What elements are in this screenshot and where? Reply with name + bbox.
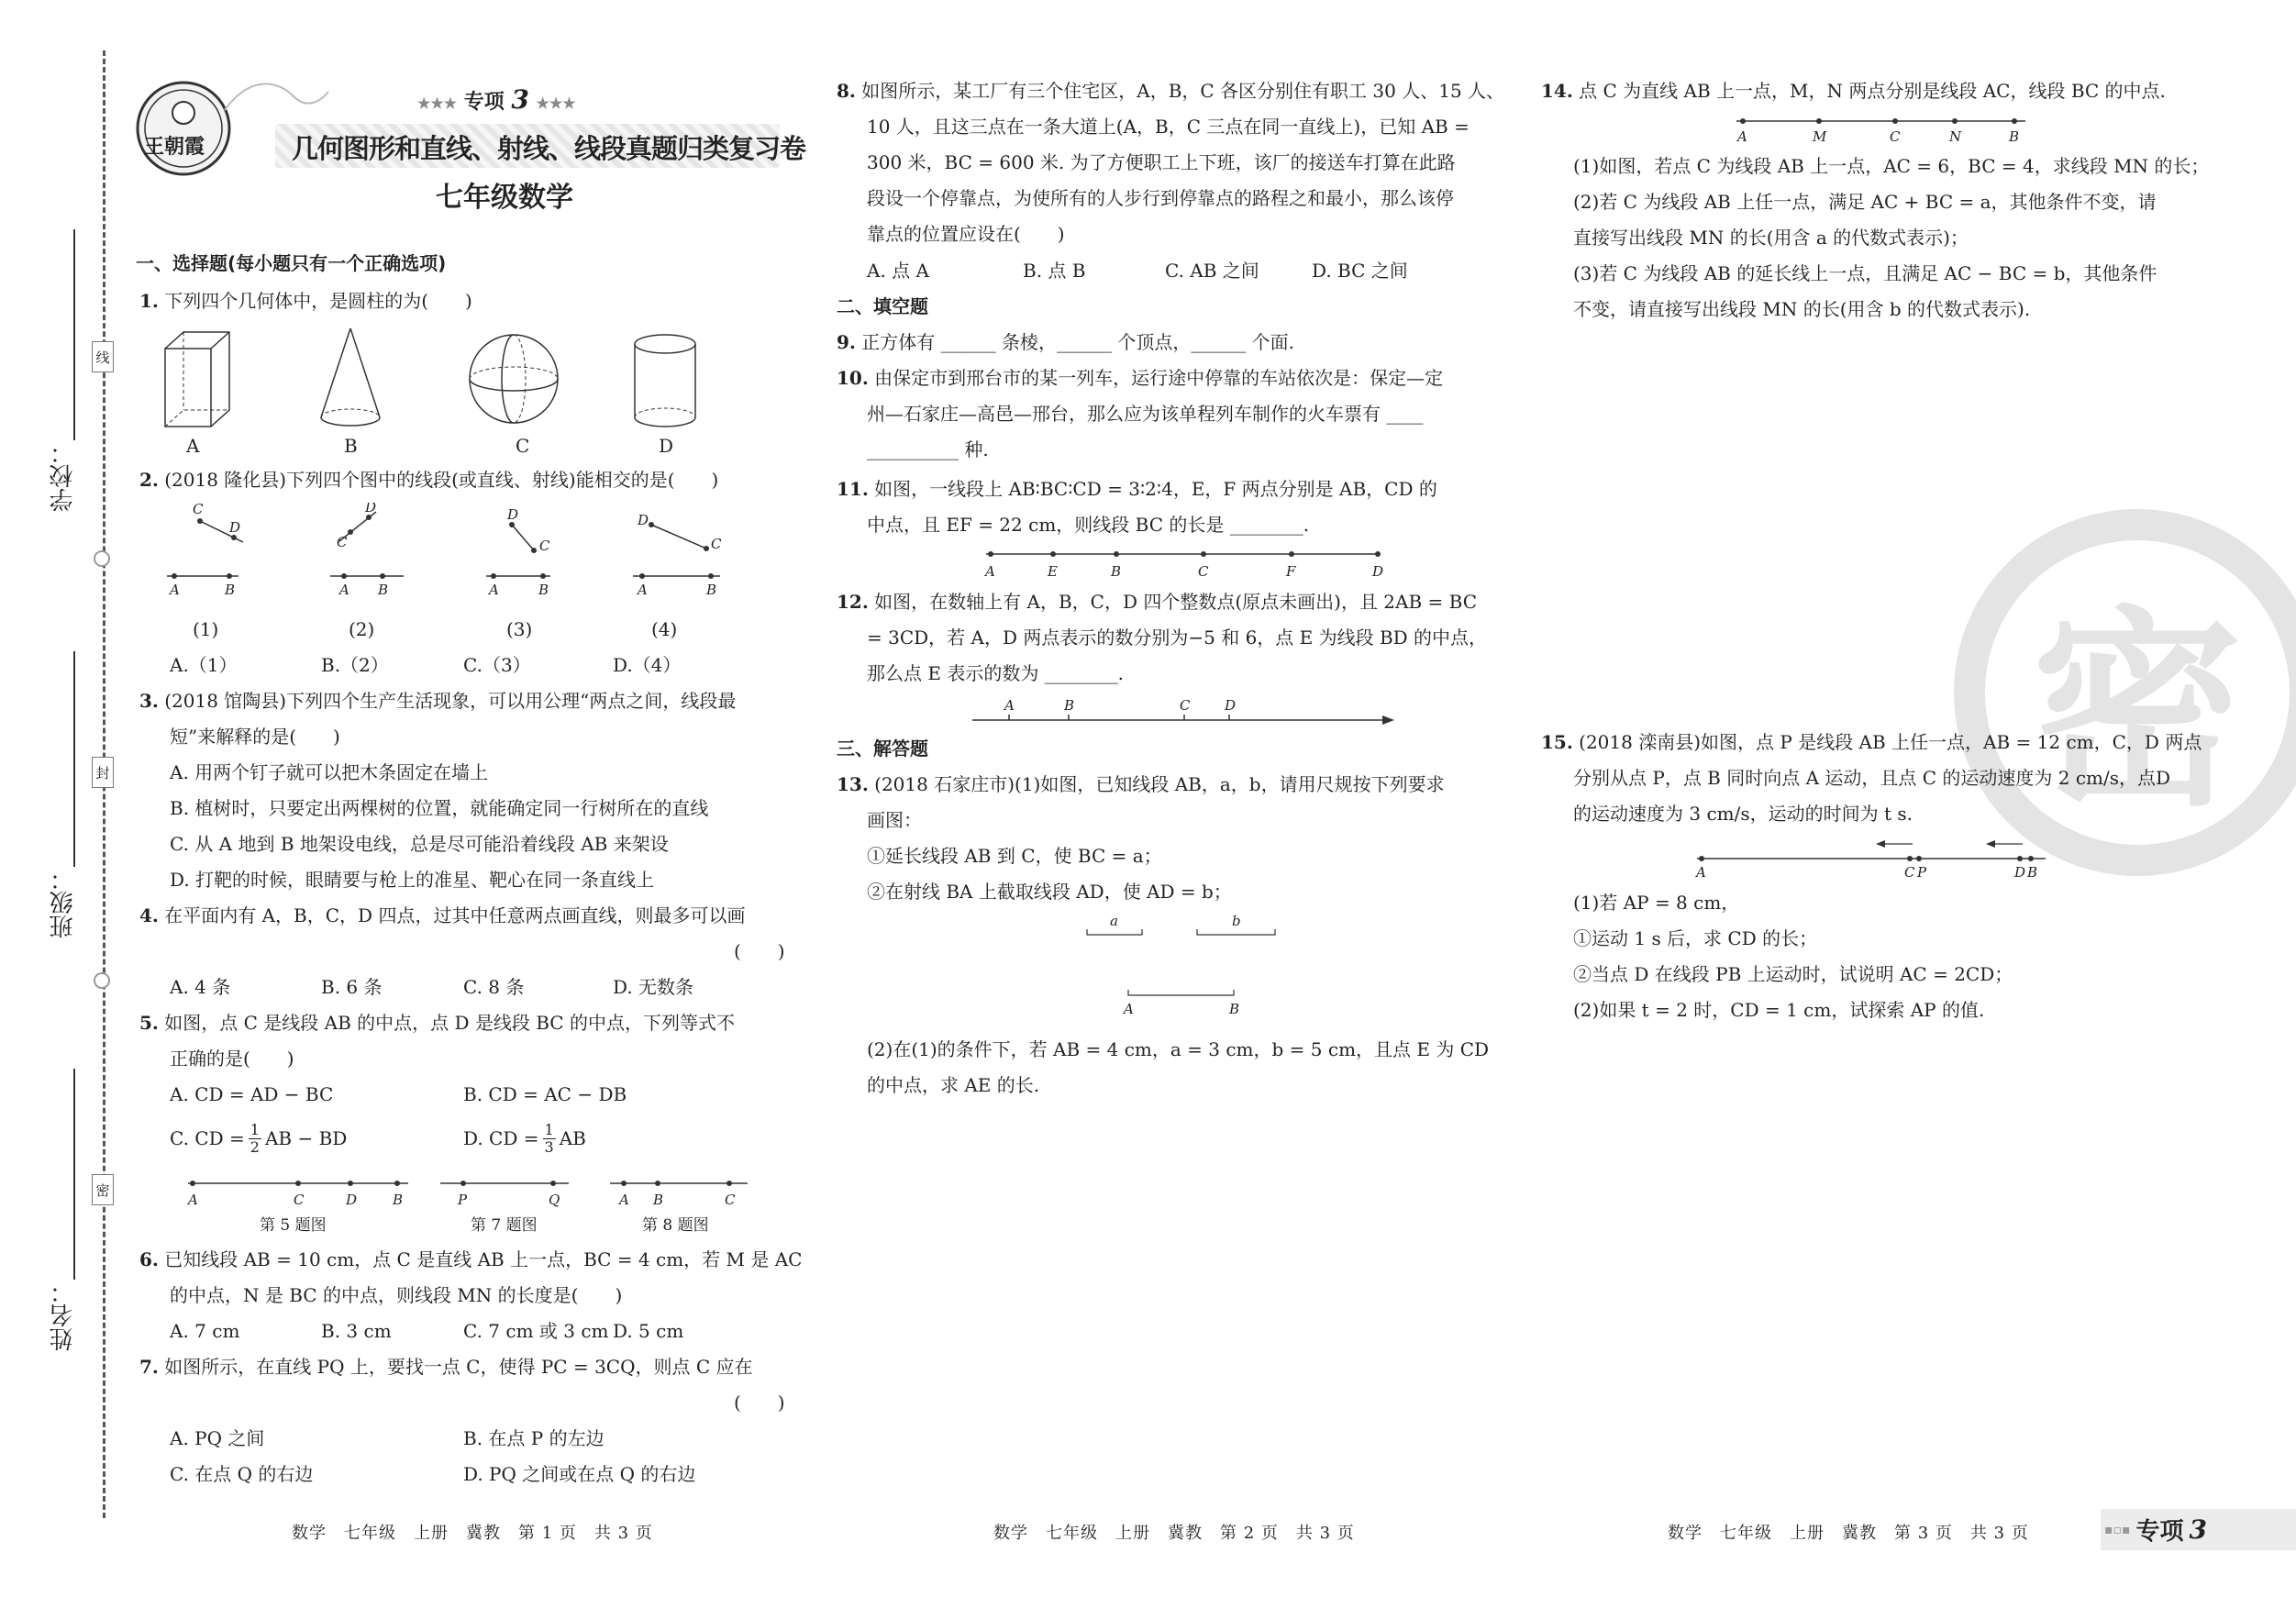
svg-text:D: D [346,1192,358,1208]
svg-text:A: A [170,582,180,598]
q8-option-d[interactable]: D. BC 之间 [1312,260,1408,282]
q15-part1-2: ②当点 D 在线段 PB 上运动时，试说明 AC = 2CD； [1573,963,2013,985]
svg-text:B: B [393,1192,404,1208]
cylinder-figure [635,335,695,427]
q5-option-c[interactable]: C. CD = $\frac{1}{2}$ AB − BD [170,1121,348,1156]
q14-label-b: B [2009,128,2020,145]
svg-text:A: A [489,582,499,598]
q13-text: 13. (2018 石家庄市)(1)如图，已知线段 AB，a，b，请用尺规按下列要求 [837,773,1445,795]
q5-option-b[interactable]: B. CD = AC − DB [463,1083,627,1105]
q8-option-b[interactable]: B. 点 B [1023,260,1086,282]
q14-part1: (1)如图，若点 C 为线段 AB 上一点，AC = 6，BC = 4，求线段 MN 的长； [1573,155,2210,177]
q13-label-A: A [1124,1001,1134,1017]
name-field[interactable] [73,1069,75,1280]
fraction-half: $\frac{1}{2}$ [250,1121,260,1156]
q13-figure [1078,913,1298,1023]
gutter-ornament-1 [94,550,110,567]
q15-part1: (1)若 AP = 8 cm， [1573,892,1740,914]
q14-label-m: M [1813,128,1827,145]
q8-option-c[interactable]: C. AB 之间 [1165,260,1259,282]
q4-option-a[interactable]: A. 4 条 [170,976,231,998]
q8-line-5: 靠点的位置应设在( ) [867,223,1065,245]
gutter-ornament-2 [94,972,110,989]
q11-figure [982,543,1385,584]
q14-figure [1732,110,2035,147]
q1-text: 1. 下列四个几何体中，是圆柱的为( ) [139,290,472,312]
q14-text: 14. 点 C 为直线 AB 上一点，M，N 两点分别是线段 AC，线段 BC 的中点. [1541,80,2166,102]
q4-option-b[interactable]: B. 6 条 [321,976,383,998]
q4-paren: ( ) [734,940,785,962]
corner-tag-label: 专项 [2135,1518,2184,1546]
footer-page-1: 数学 七年级 上册 冀教 第 1 页 共 3 页 [292,1524,653,1543]
q8-line-3: 300 米，BC = 600 米. 为了方便职工上下班，该厂的接送车打算在此路 [867,151,1456,173]
class-label: 班级： [50,867,77,938]
q5-7-8-figures [179,1170,766,1211]
svg-text:B: B [378,582,389,598]
svg-text:C: C [539,538,550,554]
q14-label-c: C [1890,128,1901,145]
svg-text:C: C [711,536,722,552]
section-choice: 一、选择题(每小题只有一个正确选项) [136,252,447,274]
school-field[interactable] [73,229,75,440]
q8-text: 8. 如图所示，某工厂有三个住宅区，A，B，C 各区分别住有职工 30 人、15 人、 [837,80,1505,102]
q7-option-c[interactable]: C. 在点 Q 的右边 [170,1463,314,1485]
q2-option-a[interactable]: A.（1） [170,654,238,676]
q15-text: 15. (2018 滦南县)如图，点 P 是线段 AB 上任一点，AB = 12 cm，C，D 两点 [1541,731,2202,753]
q15-label-p: P [1917,864,1927,879]
q5-option-a[interactable]: A. CD = AD − BC [170,1083,334,1105]
svg-text:C: C [294,1192,305,1208]
q6-option-a[interactable]: A. 7 cm [170,1320,240,1342]
q7-option-b[interactable]: B. 在点 P 的左边 [463,1427,605,1449]
q15-label-c: C [1904,864,1915,879]
footer-page-3: 数学 七年级 上册 冀教 第 3 页 共 3 页 [1668,1524,2029,1543]
q10-text: 10. 由保定市到邢台市的某一列车，运行途中停靠的车站依次是：保定—定 [837,367,1444,389]
q15-line-2: 分别从点 P，点 B 同时向点 A 运动，且点 C 的运动速度为 2 cm/s，点D [1573,767,2171,789]
q15-part1-1: ①运动 1 s 后，求 CD 的长； [1573,927,1818,949]
svg-text:C: C [337,534,348,550]
svg-text:D: D [507,506,519,523]
q14-part2: (2)若 C 为线段 AB 上任一点，满足 AC + BC = a，其他条件不变，请 [1573,191,2157,213]
svg-text:A: A [339,582,349,598]
q4-text: 4. 在平面内有 A，B，C，D 四点，过其中任意两点画直线，则最多可以画 [139,904,746,926]
q10-line-3: __________ 种. [867,438,989,460]
q15-part2: (2)如果 t = 2 时，CD = 1 cm，试探索 AP 的值. [1573,999,1985,1021]
q11-label-d: D [1372,563,1384,580]
q12-label-a: A [1004,697,1015,714]
cuboid-figure [165,332,229,427]
q2-option-d[interactable]: D.（4） [613,654,682,676]
section-fill: 二、填空题 [837,295,928,317]
svg-text:B: B [706,582,717,598]
q13-line-2: 画图： [867,809,922,831]
q8-option-a[interactable]: A. 点 A [867,260,929,282]
q13-line-3: ①延长线段 AB 到 C，使 BC = a； [867,845,1162,867]
svg-text:D: D [638,512,649,528]
gutter-mark-seal2: 密 [92,1174,114,1205]
svg-text:D: D [229,519,241,536]
corner-tag-num: 3 [2189,1514,2207,1545]
q8-line-4: 段设一个停靠点，为使所有的人步行到停靠点的路程之和最小，那么该停 [867,187,1454,209]
topic-line [417,84,576,115]
q15-line-3: 的运动速度为 3 cm/s，运动的时间为 t s. [1573,803,1913,825]
q1-label-d: D [659,435,674,457]
q15-label-b: B [2027,864,2038,879]
q3-option-d[interactable]: D. 打靶的时候，眼睛要与枪上的准星、靶心在同一条直线上 [170,869,655,891]
q2-fig-label-4: (4) [651,618,678,640]
gutter-mark-line: 线 [92,341,114,372]
q14-label-a: A [1737,128,1747,145]
q11-text: 11. 如图，一线段上 AB∶BC∶CD = 3∶2∶4，E，F 两点分别是 AB，CD 的 [837,478,1437,500]
q7-text: 7. 如图所示，在直线 PQ 上，要找一点 C，使得 PC = 3CQ，则点 C 应在 [139,1356,753,1378]
topic-label: 专项 [463,90,505,114]
q6-option-b[interactable]: B. 3 cm [321,1320,392,1342]
svg-text:D: D [365,503,377,516]
q3-option-c[interactable]: C. 从 A 地到 B 地架设电线，总是尽可能沿着线段 AB 来架设 [170,833,669,855]
q5-caption: 第 5 题图 [260,1216,327,1235]
q12-line-3: 那么点 E 表示的数为 ________. [867,662,1125,684]
svg-text:P: P [458,1192,468,1208]
q12-text: 12. 如图，在数轴上有 A，B，C，D 四个整数点(原点未画出)，且 2AB = BC [837,591,1478,613]
svg-text:A: A [619,1192,629,1208]
footer-page-2: 数学 七年级 上册 冀教 第 2 页 共 3 页 [993,1524,1355,1543]
q14-part3: (3)若 C 为线段 AB 的延长线上一点，且满足 AC − BC = b，其他条件 [1573,262,2157,284]
q3-option-a[interactable]: A. 用两个钉子就可以把木条固定在墙上 [170,761,489,783]
svg-text:C: C [725,1192,736,1208]
q6-text: 6. 已知线段 AB = 10 cm，点 C 是直线 AB 上一点，BC = 4 cm，若 M 是 AC [139,1248,803,1270]
svg-text:C: C [193,503,204,517]
q2-figures [156,503,761,604]
q1-label-a: A [186,435,200,457]
q11-label-a: A [985,563,995,580]
q13-part2-line-2: 的中点，求 AE 的长. [867,1074,1040,1096]
q2-option-b[interactable]: B.（2） [321,654,389,676]
q6-option-d[interactable]: D. 5 cm [613,1320,684,1342]
q2-option-c[interactable]: C.（3） [463,654,531,676]
q13-part2: (2)在(1)的条件下，若 AB = 4 cm，a = 3 cm，b = 5 cm，且点 E 为 CD [867,1038,1490,1060]
svg-text:A: A [638,582,648,598]
gutter-mark-seal: 封 [92,757,114,788]
school-label: 学校： [50,440,77,512]
fraction-third: $\frac{1}{3}$ [544,1121,554,1156]
q15-figure [1688,833,2055,879]
class-field[interactable] [73,651,75,867]
q7-caption: 第 7 题图 [471,1216,538,1235]
cone-figure [321,328,380,426]
svg-text:B: B [538,582,549,598]
q15-label-d: D [2014,864,2026,879]
q12-line-2: = 3CD，若 A，D 两点表示的数分别为−5 和 6，点 E 为线段 BD 的中点， [867,627,1488,649]
q5-option-d[interactable]: D. CD = $\frac{1}{3}$ AB [463,1121,586,1156]
q5-text: 5. 如图，点 C 是线段 AB 的中点，点 D 是线段 BC 的中点，下列等式不 [139,1012,735,1034]
q7-option-a[interactable]: A. PQ 之间 [170,1427,265,1449]
ribbon-decoration [220,73,330,119]
q10-line-2: 州—石家庄—高邑—邢台，那么应为该单程列车制作的火车票有 ____ [867,403,1424,425]
name-label: 姓名： [50,1280,77,1351]
q11-label-f: F [1286,563,1296,580]
q14-label-n: N [1949,128,1962,145]
section-answer: 三、解答题 [837,738,928,760]
q2-text: 2. (2018 隆化县)下列四个图中的线段(或直线、射线)能相交的是( ) [139,469,719,491]
q8-line-2: 10 人，且这三点在一条大道上(A，B，C 三点在同一直线上)，已知 AB = [867,116,1470,138]
q11-line-2: 中点，且 EF = 22 cm，则线段 BC 的长是 ________. [867,514,1310,536]
stars-left: ★★★ [417,94,458,112]
topic-number: 3 [511,84,529,115]
q12-label-b: B [1064,697,1075,714]
sphere-figure [470,335,558,423]
q3-text: 3. (2018 馆陶县)下列四个生产生活现象，可以用公理“两点之间，线段最 [139,690,737,712]
brand-logo [133,78,234,179]
stars-right: ★★★ [536,94,576,112]
q12-label-d: D [1225,697,1237,714]
watermark-seal: 密 [1954,509,2296,876]
paper-subject: 七年级数学 [436,182,573,214]
svg-text:Q: Q [549,1192,560,1208]
q12-label-c: C [1180,697,1191,714]
q13-line-4: ②在射线 BA 上截取线段 AD，使 AD = b； [867,881,1232,903]
q4-option-d[interactable]: D. 无数条 [613,976,694,998]
q11-label-e: E [1048,563,1058,580]
q6-text-2: 的中点，N 是 BC 的中点，则线段 MN 的长度是( ) [170,1284,623,1306]
q4-option-c[interactable]: C. 8 条 [463,976,525,998]
q8-caption: 第 8 题图 [642,1216,709,1235]
corner-tag [2101,1509,2296,1550]
q13-label-b-seg: b [1232,913,1241,929]
svg-text:B: B [225,582,236,598]
q13-label-a-seg: a [1110,913,1118,929]
q2-fig-label-3: (3) [506,618,533,640]
q13-label-B: B [1229,1001,1240,1017]
q3-text-2: 短”来解释的是( ) [170,726,340,748]
q6-option-c[interactable]: C. 7 cm 或 3 cm [463,1320,609,1342]
corner-dots: ▪▫▪ [2104,1522,2131,1537]
q3-option-b[interactable]: B. 植树时，只要定出两棵树的位置，就能确定同一行树所在的直线 [170,797,709,819]
svg-text:A: A [188,1192,198,1208]
q5-text-2: 正确的是( ) [170,1048,294,1070]
q15-label-a: A [1696,864,1706,879]
q11-label-c: C [1198,563,1209,580]
q7-paren: ( ) [734,1392,785,1414]
q7-option-d[interactable]: D. PQ 之间或在点 Q 的右边 [463,1463,696,1485]
brand-name: 王朝霞 [144,135,205,159]
q2-fig-label-1: (1) [193,618,219,640]
q1-label-b: B [344,435,358,457]
q9-text: 9. 正方体有 ______ 条棱，______ 个顶点，______ 个面. [837,331,1295,353]
paper-title: 几何图形和直线、射线、线段真题归类复习卷 [292,133,806,164]
q11-label-b: B [1111,563,1122,580]
svg-text:B: B [653,1192,664,1208]
q2-fig-label-2: (2) [349,618,375,640]
q14-part2-line-2: 直接写出线段 MN 的长(用含 a 的代数式表示)； [1573,227,1969,249]
q1-label-c: C [516,435,530,457]
q14-part3-line-2: 不变，请直接写出线段 MN 的长(用含 b 的代数式表示). [1573,298,2031,320]
q12-number-line [968,697,1399,729]
